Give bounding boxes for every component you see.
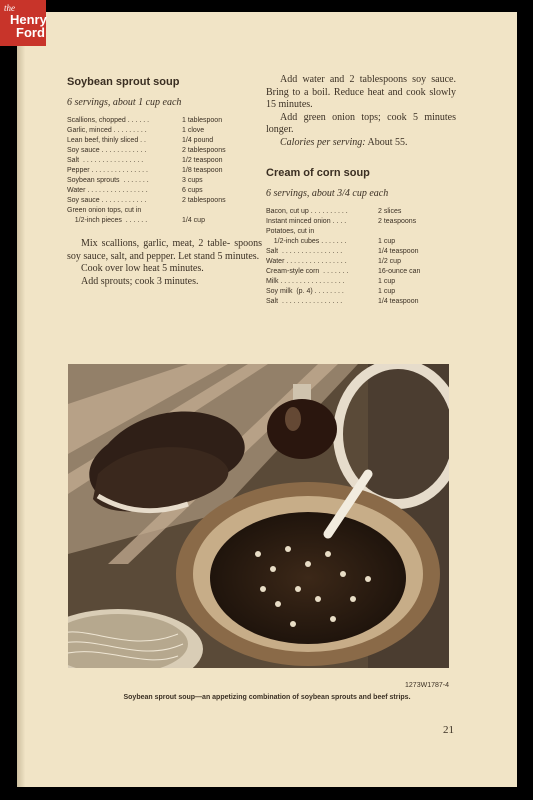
ingredient-name: Garlic, minced . . . . . . . . . xyxy=(67,127,147,134)
ingredient-amount xyxy=(378,227,456,237)
recipe-step: Mix scallions, garlic, meat, 2 table- spoons soy sauce, salt, and pepper. Let stand 5 minutes. xyxy=(67,238,262,262)
ingredient-amount: 1/4 teaspoon xyxy=(378,248,419,255)
calories-line: Calories per serving: About 55. xyxy=(280,136,408,148)
henry-ford-logo: the Henry Ford xyxy=(0,0,46,46)
page-binding xyxy=(17,12,25,787)
ingredient-name: Pepper . . . . . . . . . . . . . . . xyxy=(67,167,148,174)
ingredient-list xyxy=(266,207,456,307)
ingredient-amount: 2 slices xyxy=(378,208,402,215)
page-number: 21 xyxy=(443,724,454,736)
ingredient-amount: 3 cups xyxy=(182,177,203,184)
ingredient-amount: 1/4 teaspoon xyxy=(378,298,419,305)
ingredient-name: 1/2-inch pieces . . . . . . xyxy=(67,217,148,224)
recipe-title: Cream of corn soup xyxy=(266,167,370,179)
soup-photo xyxy=(68,364,449,668)
ingredient-amount xyxy=(182,206,262,216)
ingredient-name: Soy sauce . . . . . . . . . . . . xyxy=(67,197,147,204)
ingredient-name: Soybean sprouts . . . . . . . xyxy=(67,177,149,184)
photo-id: 1273W1787-4 xyxy=(405,682,449,689)
ingredient-name: Salt . . . . . . . . . . . . . . . . xyxy=(266,248,343,255)
ingredient-amount: 1 clove xyxy=(182,127,205,134)
ingredient-name: Lean beef, thinly sliced . . xyxy=(67,137,146,144)
ingredient-list xyxy=(67,116,262,226)
photo-caption: Soybean sprout soup—an appetizing combination of soybean sprouts and beef strips. xyxy=(123,694,411,701)
ingredient-name: Salt . . . . . . . . . . . . . . . . xyxy=(266,298,343,305)
ingredient-amount: 1 cup xyxy=(378,278,396,285)
right-column xyxy=(266,74,456,307)
ingredient-amount: 1/2 teaspoon xyxy=(182,157,223,164)
ingredient-amount: 1/4 pound xyxy=(182,137,214,144)
servings: 6 servings, about 3/4 cup each xyxy=(266,188,389,199)
ingredient-name: Scallions, chopped . . . . . . xyxy=(67,117,150,124)
ingredient-name: Soy milk (p. 4) . . . . . . . . xyxy=(266,288,344,295)
ingredient-name: Salt . . . . . . . . . . . . . . . . xyxy=(67,157,144,164)
ingredient-name: Milk . . . . . . . . . . . . . . . . . xyxy=(266,278,345,285)
ingredient-name: Bacon, cut up . . . . . . . . . . xyxy=(266,208,348,215)
book-page xyxy=(4,3,517,787)
ingredient-amount: 2 teaspoons xyxy=(378,218,417,225)
ingredient-amount: 1/4 cup xyxy=(182,217,205,224)
ingredient-name: Soy sauce . . . . . . . . . . . . xyxy=(67,147,147,154)
ingredient-name: Instant minced onion . . . . xyxy=(266,218,347,225)
left-column xyxy=(67,76,262,288)
recipe-step: Add water and 2 tablespoons soy sauce. Bring to a boil. Reduce heat and cook slowly 15 minutes. xyxy=(266,74,456,110)
servings: 6 servings, about 1 cup each xyxy=(67,97,182,108)
recipe-step: Add green onion tops; cook 5 minutes longer. xyxy=(266,111,456,135)
ingredient-amount: 1/8 teaspoon xyxy=(182,167,223,174)
ingredient-amount: 1 cup xyxy=(378,238,396,245)
ingredient-amount: 16-ounce can xyxy=(378,268,421,275)
ingredient-name: Cream-style corn . . . . . . . xyxy=(266,268,349,275)
ingredient-amount: 2 tablespoons xyxy=(182,147,226,154)
recipe-step: Add sprouts; cook 3 minutes. xyxy=(81,275,199,287)
ingredient-amount: 2 tablespoons xyxy=(182,197,226,204)
recipe-step: Cook over low heat 5 minutes. xyxy=(81,263,204,274)
ingredient-name: 1/2-inch cubes . . . . . . . xyxy=(266,238,347,245)
recipe-title: Soybean sprout soup xyxy=(67,76,180,88)
ingredient-amount: 1 tablespoon xyxy=(182,117,223,124)
ingredient-name: Water . . . . . . . . . . . . . . . . xyxy=(67,187,148,194)
ingredient-name: Water . . . . . . . . . . . . . . . . xyxy=(266,258,347,265)
ingredient-name: Potatoes, cut in xyxy=(266,228,315,235)
ingredient-amount: 1/2 cup xyxy=(378,258,401,265)
ingredient-amount: 6 cups xyxy=(182,187,203,194)
ingredient-amount: 1 cup xyxy=(378,288,396,295)
ingredient-name: Green onion tops, cut in xyxy=(67,207,142,214)
